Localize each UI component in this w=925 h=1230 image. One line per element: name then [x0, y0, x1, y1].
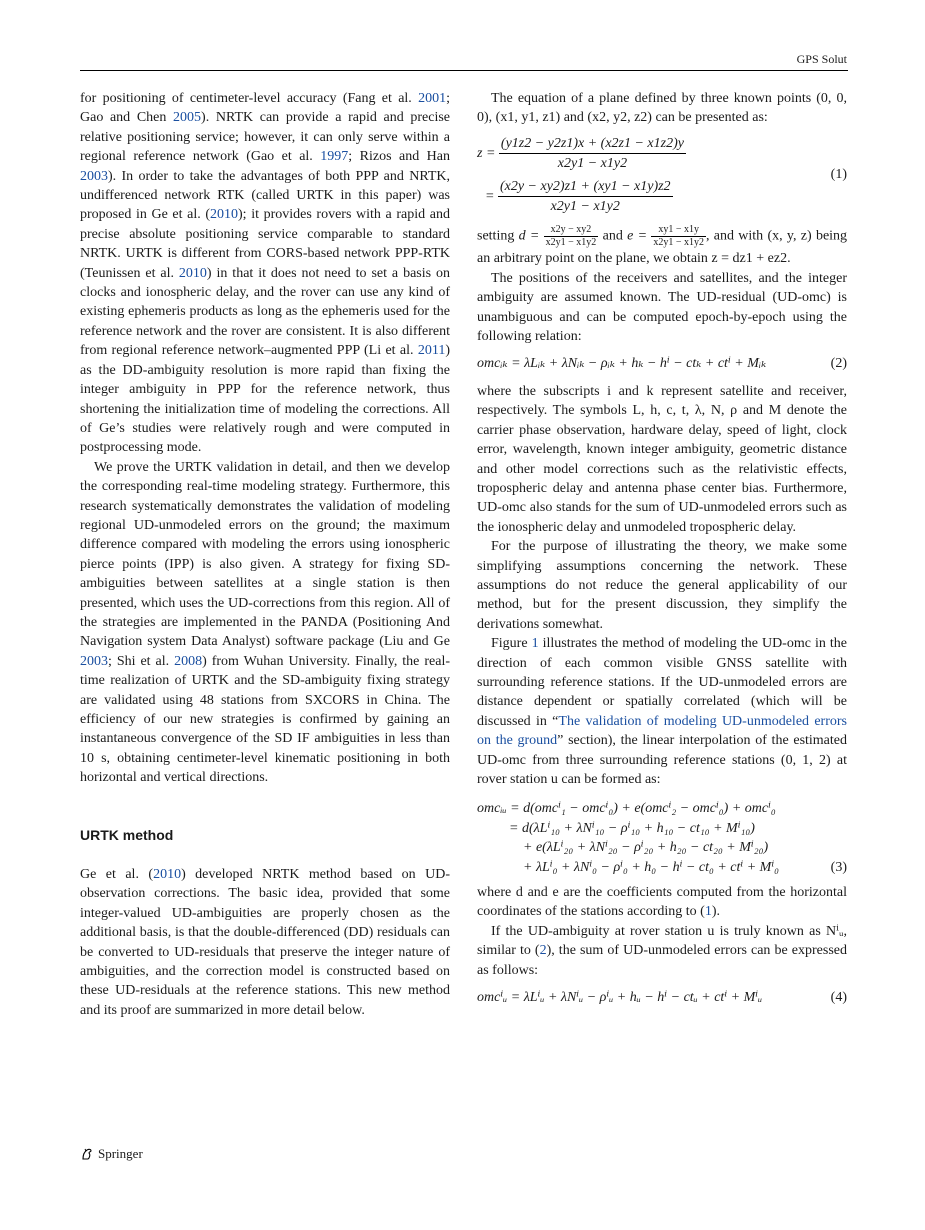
text: ” section), the linear interpolation of the estimated UD-omc from three surrounding reference stations (0, 1, 2) at rover station u can be formed as:: [477, 733, 848, 787]
equation-body: omcᵢₖ = λLᵢₖ + λNᵢₖ − ρᵢₖ + hₖ − hⁱ − ctₖ + ctⁱ + Mᵢₖ: [477, 356, 767, 372]
text: ).: [711, 904, 720, 920]
header-rule: [80, 70, 848, 71]
paragraph: [80, 89, 450, 458]
fraction: [544, 224, 599, 249]
figure-link[interactable]: 1: [531, 636, 539, 652]
text: where d and e are the coefficients computed from the horizontal coordinates of the stations according to (: [477, 885, 847, 920]
paragraph: The equation of a plane defined by three known points (0, 0, 0), (x1, y1, z1) and (x2, y2, z2) can be presented as:: [477, 91, 847, 126]
text: illustrates the method of modeling the UD-omc in the direction of each common visible GNSS satellite with surrounding reference stations. If the UD-unmodeled errors are distance dependent or spatially correlated (which will be discussed in “: [477, 636, 847, 729]
left-column: [80, 89, 450, 1020]
equation-link[interactable]: 2: [539, 943, 547, 959]
paragraph: [477, 922, 847, 980]
citation-link[interactable]: 2003: [80, 168, 108, 184]
running-head: GPS Solut: [796, 52, 847, 66]
equation-2: [477, 354, 847, 373]
text: ; Shi et al.: [108, 653, 175, 669]
denominator: x2y1 − x1y2: [550, 199, 620, 215]
citation-link[interactable]: 2010: [178, 265, 207, 281]
text: ) in that it does not need to set a basis on clocks and ionospheric delay, and the rover can use any kind of existing ephemeris products as long as the ephemeris used for the reference network and the rover are consistent. It is also different from regional reference network–augmented PPP (Li et al.: [80, 265, 450, 359]
publisher-footer: [80, 1146, 143, 1162]
equation-line: = d(λLⁱ₁₀ + λNⁱ₁₀ − ρⁱ₁₀ + h₁₀ − ct₁₀ + Mⁱ₁₀): [509, 820, 755, 836]
equation-number: (4): [830, 990, 847, 1006]
text: ) developed NRTK method based on UD-observation corrections. The basic idea, provided that some integer-valued UD-ambiguities are properly chosen as the additional basis, is that the double-differenced (DD) residuals can be converted to UD-residuals that preserve the integer nature of ambiguities, and the correction model is constructed based on these UD-residuals at the reference stations. This new method and its proof are summarized in more detail below.: [80, 867, 450, 1018]
section-heading: URTK method: [80, 826, 174, 843]
equation-line: omcᵢᵤ = d(omcⁱ₁ − omcⁱ₀) + e(omcⁱ₂ − omcⁱ₀) + omcⁱ₀: [477, 801, 776, 817]
text: ) from Wuhan University. Finally, the real-time realization of URTK and the SD-ambiguity fixing strategy are validated using 48 stations from SXCORS in China. The efficiency of our new strategies is confirmed by gaining an instantaneous convergence of the SD IF ambiguities in less than 10 s, obtaining centimeter-level kinematic positioning in both horizontal and vertical directions.: [80, 653, 450, 786]
text: setting: [477, 229, 515, 245]
equation-number: (3): [830, 859, 847, 875]
numerator: (x2y − xy2)z1 + (xy1 − x1y)z2: [498, 177, 673, 197]
paragraph: For the purpose of illustrating the theory, we make some simplifying assumptions concerning the network. These assumptions do not reduce the general applicability of our method, but for the present discussion, they simplify the derivations somewhat.: [477, 539, 847, 632]
paragraph: The positions of the receivers and satellites, and the integer ambiguity are assumed known. The UD-residual (UD-omc) is unambiguous and can be computed epoch-by-epoch using the following relation:: [477, 270, 847, 345]
text: If the UD-ambiguity at rover station u is truly known as Nⁱᵤ, similar to (: [477, 923, 847, 959]
paragraph: [80, 865, 450, 1020]
equation-1: z = $\frac{(y1z2 - y2z1)x + (x2z1 - x1z2)y}{x2y1 - x1y2}$ = $\frac{(x2y - xy2)z1 + (xy1 - x1y)z2}{x2y1 - x1y2}$ (1): [477, 134, 847, 217]
right-column: [477, 89, 847, 1015]
text: ) as the DD-ambiguity resolution is more rapid than fixing the integer ambiguity in PPP for the reference network, thus shortening the initialization time of modeling the corrections. All of Ge’s studies were relatively rough and were computed in postprocessing mode.: [80, 343, 450, 456]
denominator: x2y1 − x1y2: [653, 237, 705, 249]
paragraph: [80, 458, 450, 788]
citation-link[interactable]: 2008: [174, 653, 203, 669]
text: ; Gao and Chen: [80, 91, 450, 126]
text: We prove the URTK validation in detail, and then we develop the corresponding real-time modeling strategy. Furthermore, this research systematically demonstrates the validation of modeling regional UD-unmodeled errors on the ground; the maximum difference compared with modeling the errors using ionospheric pierce points (IPP) is also given. A strategy for fixing SD-ambiguities between satellites at a single station is then presented, which uses the UD-corrections from this region. All of the strategies are implemented in the PANDA (Positioning And Navigation system Data Analyst) software package (Liu and Ge: [80, 459, 450, 650]
citation-link[interactable]: 2011: [417, 343, 446, 359]
equation-lhs: z =: [477, 145, 496, 161]
citation-link[interactable]: 2010: [153, 867, 182, 883]
text: , and with (x, y, z) being an arbitrary point on the plane, we obtain z = dz1 + ez2.: [477, 229, 848, 267]
paragraph: [477, 634, 847, 789]
equation-line: + λLⁱ₀ + λNⁱ₀ − ρⁱ₀ + h₀ − hⁱ − ct₀ + ctⁱ + Mⁱ₀: [523, 859, 780, 875]
denominator: x2y1 − x1y2: [557, 156, 628, 172]
text: Figure: [491, 636, 532, 652]
fraction: [499, 134, 686, 174]
numerator: (y1z2 − y2z1)x + (x2z1 − x1z2)y: [499, 134, 686, 154]
text: ). In order to take the advantages of both PPP and NRTK, undifferenced network RTK (called URTK in this paper) was proposed in Ge et al. (: [80, 168, 450, 223]
text: Ge et al. (: [80, 867, 154, 883]
paragraph: [477, 883, 847, 922]
text: ); it provides rovers with a rapid and precise absolute positioning service comparable to standard NRTK. URTK is different from CORS-based network PPP-RTK (Teunissen et al.: [80, 207, 450, 281]
equation-body: omcⁱᵤ = λLⁱᵤ + λNⁱᵤ − ρⁱᵤ + hᵤ − hⁱ − ctᵤ + ctⁱ + Mⁱᵤ: [477, 990, 763, 1006]
paragraph: [477, 224, 847, 268]
numerator: xy1 − x1y: [651, 224, 706, 237]
math: d =: [518, 229, 540, 245]
citation-link[interactable]: 2003: [80, 653, 108, 669]
denominator: x2y1 − x1y2: [545, 237, 597, 249]
numerator: x2y − xy2: [544, 224, 599, 237]
equation-link[interactable]: 1: [704, 904, 712, 920]
equation-4: [477, 988, 847, 1007]
equation-number: (1): [830, 167, 847, 183]
equation-number: (2): [830, 356, 847, 372]
citation-link[interactable]: 2005: [173, 110, 202, 126]
publisher-name: Springer: [98, 1146, 143, 1161]
text: for positioning of centimeter-level accuracy (Fang et al.: [80, 91, 419, 106]
math: e =: [627, 229, 648, 245]
fraction: [651, 224, 706, 249]
text: and: [602, 229, 623, 245]
text: ). NRTK can provide a rapid and precise relative positioning service; however, it can only serve within a regional reference network (Gao et al.: [80, 110, 450, 165]
equation-line: + e(λLⁱ₂₀ + λNⁱ₂₀ − ρⁱ₂₀ + h₂₀ − ct₂₀ + Mⁱ₂₀): [523, 840, 769, 856]
citation-link[interactable]: 2001: [418, 91, 447, 106]
springer-horse-icon: [80, 1147, 94, 1161]
citation-link[interactable]: 2010: [210, 207, 239, 223]
section-link[interactable]: The validation of modeling UD-unmodeled errors on the ground: [477, 713, 847, 749]
paragraph: where the subscripts i and k represent satellite and receiver, respectively. The symbols L, h, c, t, λ, N, ρ and M denote the carrier phase observation, hardware delay, speed of light, clock error, wavelength, known integer ambiguity, geometric distance and other model corrections such as the relativistic effects, tropospheric delay and antenna phase center bias. Furthermore, UD-omc also stands for the sum of UD-unmodeled errors such as the ionospheric delay and unmodeled tropospheric delay.: [477, 383, 847, 535]
equation-3: [477, 799, 847, 877]
text: ; Rizos and Han: [348, 149, 450, 165]
text: ), the sum of UD-unmodeled errors can be expressed as follows:: [477, 943, 847, 978]
citation-link[interactable]: 1997: [320, 149, 349, 165]
fraction: [498, 177, 673, 217]
